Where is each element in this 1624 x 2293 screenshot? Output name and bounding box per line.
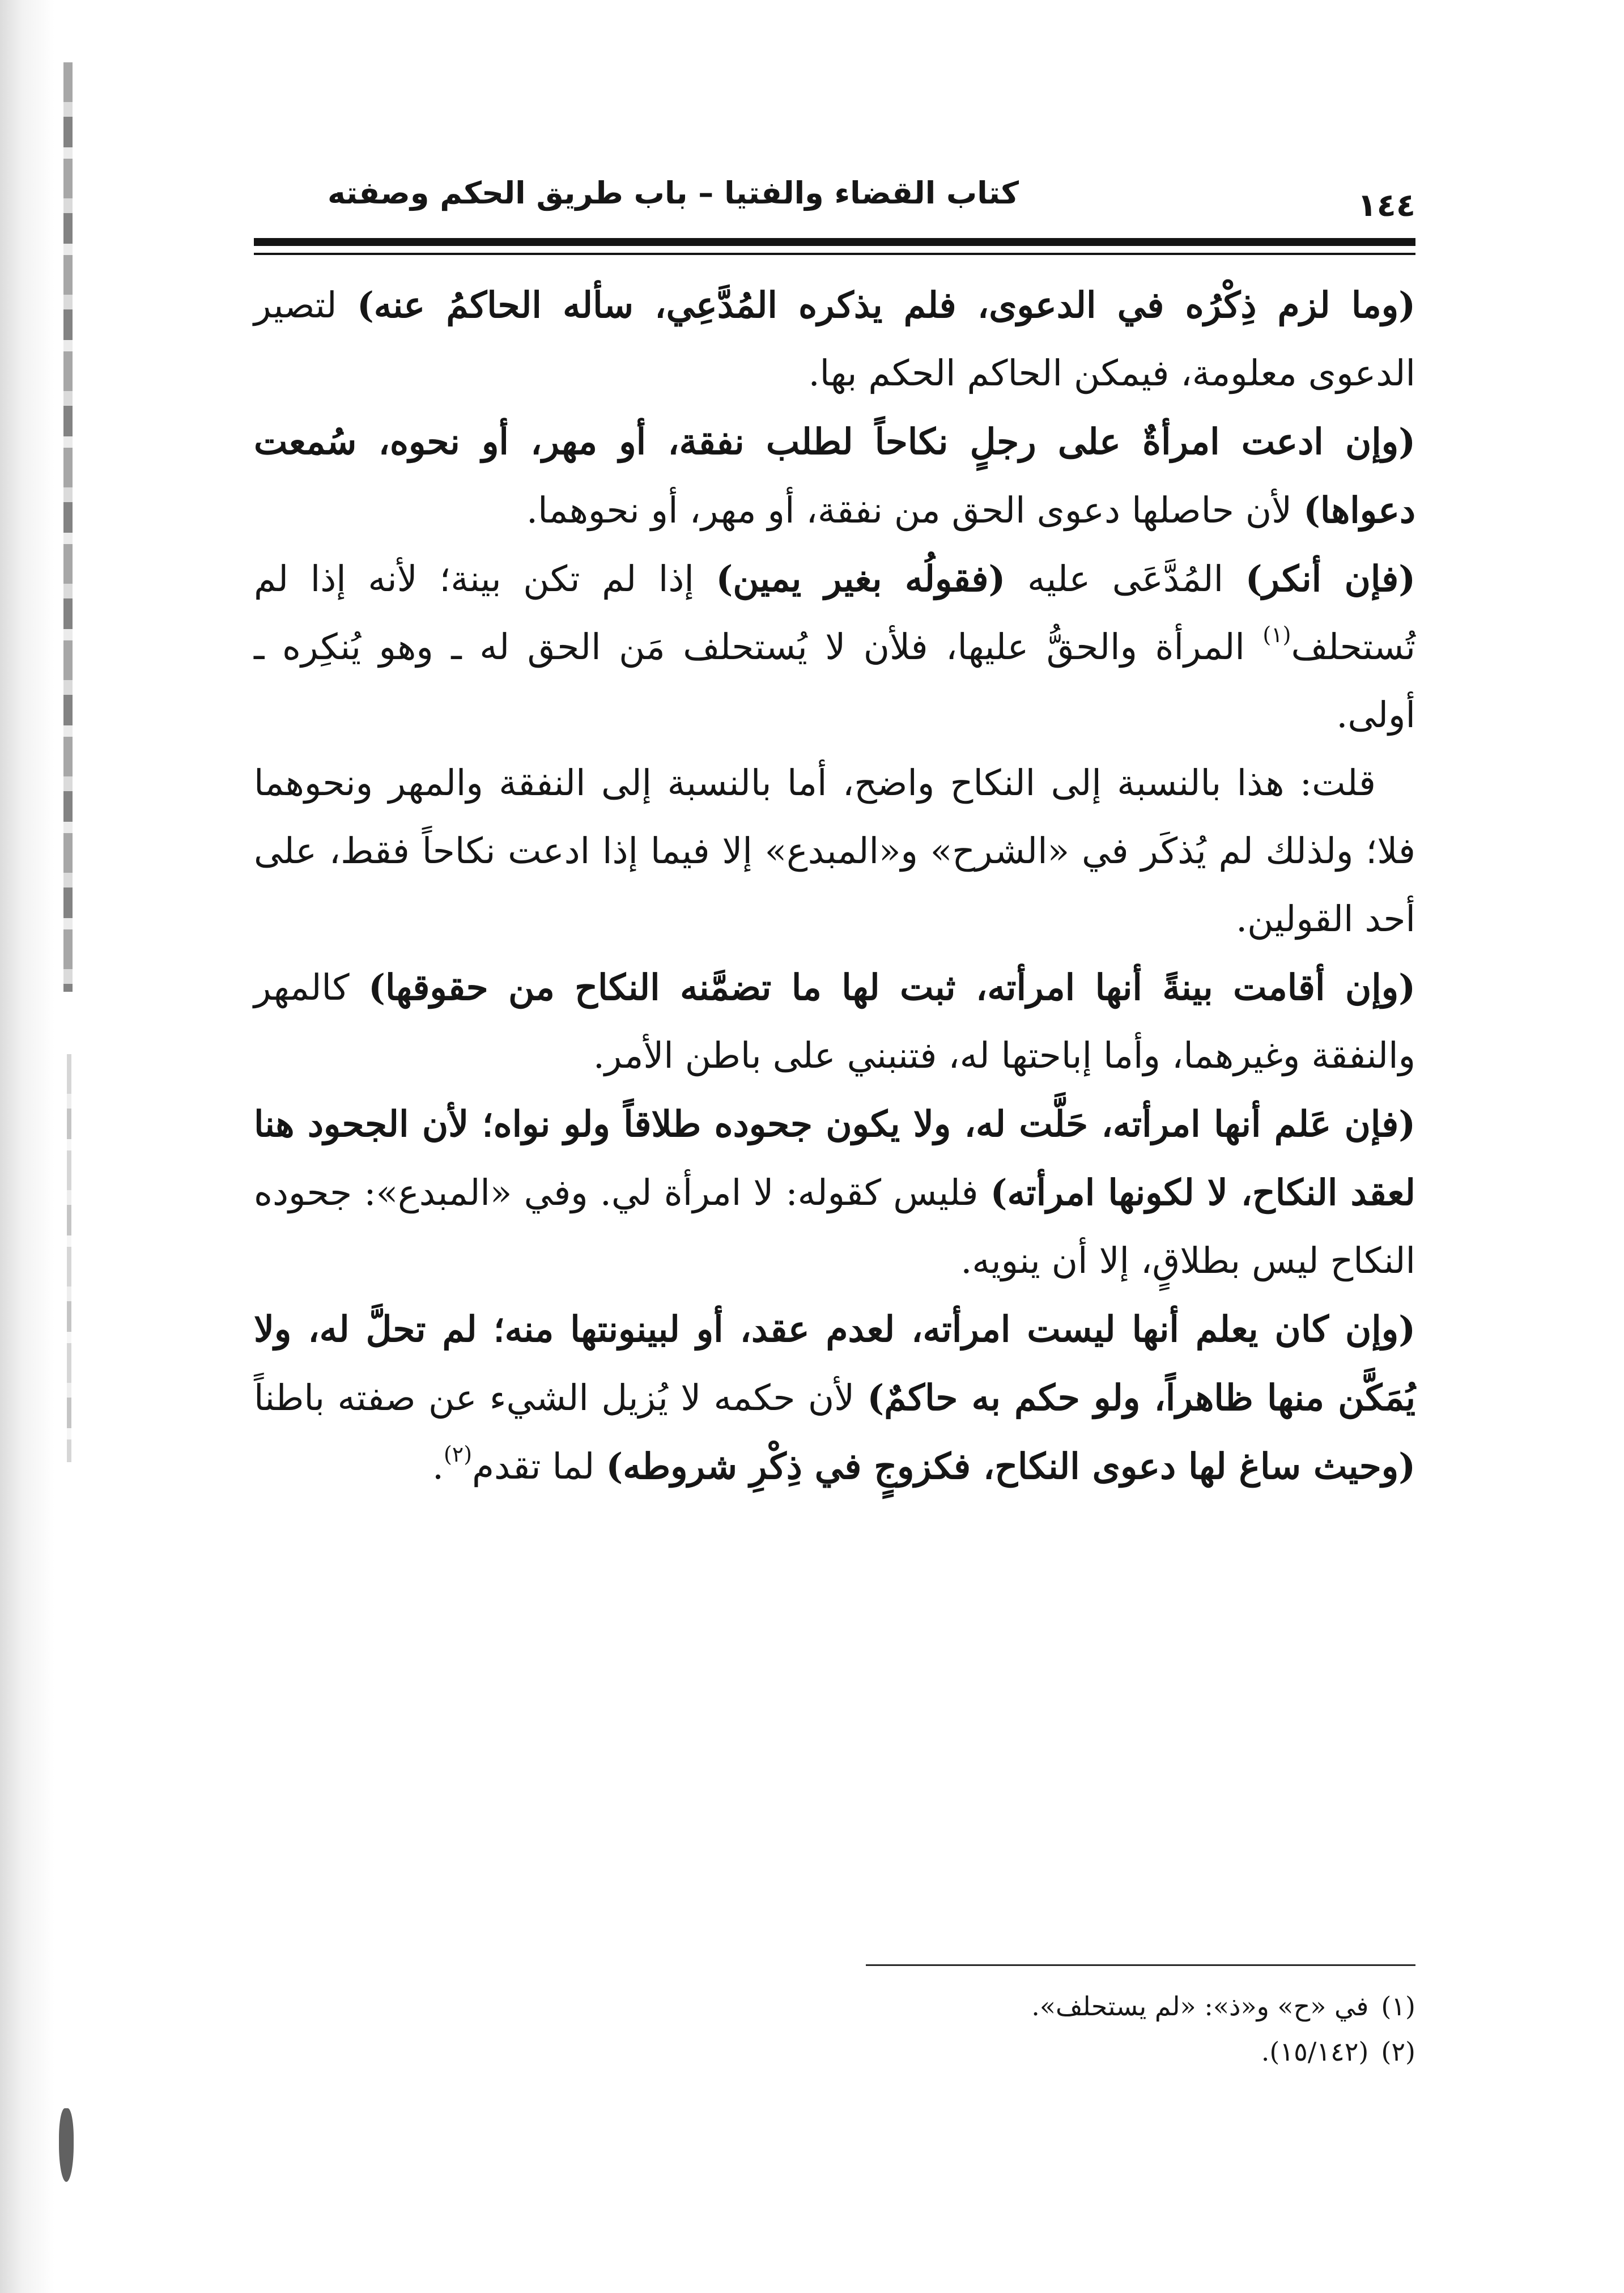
footnote-text: في «ح» و«ذ»: «لم يستحلف».: [1031, 1991, 1369, 2022]
header-rule-thin: [254, 253, 1415, 255]
commentary-text: المُدَّعَى عليه: [1005, 558, 1245, 600]
commentary-text: لتصير الدعوى معلومة، فيمكن الحاكم الحكم بها.: [254, 284, 1415, 394]
footnote-separator: [866, 1964, 1415, 1966]
commentary-text: لأن حاصلها دعوى الحق من نفقة، أو مهر، أو نحوهما.: [526, 490, 1304, 531]
running-head: [254, 169, 1415, 231]
matn-text: (وحيث ساغ لها دعوى النكاح، فكزوجٍ في ذِكْرِ شروطه): [606, 1445, 1415, 1487]
commentary-text: المرأة والحقُّ عليها، فلأن لا يُستحلف مَن الحق له ـ وهو يُنكِره ـ أولى.: [254, 626, 1415, 736]
matn-text: (وما لزم ذِكْرُه في الدعوى، فلم يذكره المُدَّعِي، سأله الحاكمُ عنه): [356, 284, 1416, 326]
scan-binding-edge: [0, 0, 54, 2293]
commentary-text: فليس كقوله: لا امرأة لي. وفي «المبدع»: جحوده النكاح ليس بطلاقٍ، إلا أن ينويه.: [254, 1172, 1415, 1281]
paragraph: [254, 1295, 1415, 1501]
paragraph: [254, 545, 1415, 749]
commentary-text: لما تقدم: [472, 1446, 606, 1487]
paragraph: [254, 407, 1415, 545]
paragraph: [254, 1090, 1415, 1295]
footnote: [254, 1984, 1415, 2029]
footnote-marker: (٢): [443, 1442, 473, 1467]
footnotes: [254, 1984, 1415, 2074]
footnote-marker: (١): [1262, 622, 1291, 647]
footnote-text: (١٥/١٤٢).: [1261, 2036, 1369, 2067]
commentary-text: قلت: هذا بالنسبة إلى النكاح واضح، أما بالنسبة إلى النفقة والمهر ونحوهما فلا؛ ولذلك لم يُذكَر في «الشرح» و«المبدع» إلا فيما إذا ادعت نكاحاً فقط، على أحد القولين.: [254, 762, 1415, 940]
scan-binding-shadow: [63, 62, 73, 992]
commentary-text: لأن حكمه لا يُزيل الشيء عن صفته باطناً: [254, 1377, 868, 1419]
running-title: كتاب القضاء والفتيا – باب طريق الحكم وصفته: [328, 175, 1019, 211]
footnote-number: (١): [1381, 1991, 1415, 2022]
commentary-text: كالمهر والنفقة وغيرهما، وأما إباحتها له، فتنبني على باطن الأمر.: [254, 967, 1415, 1076]
matn-text: (وإن ادعت امرأةٌ على رجلٍ نكاحاً لطلب نفقة، أو مهر، أو نحوه، سُمعت دعواها): [254, 421, 1415, 531]
matn-text: (فإن عَلم أنها امرأته، حَلَّت له، ولا يكون جحوده طلاقاً ولو نواه؛ لأن الجحود هنا لعقد النكاح، لا لكونها امرأته): [254, 1103, 1415, 1213]
scan-ink-blot: [59, 2108, 74, 2182]
footnote: [254, 2029, 1415, 2074]
footnote-number: (٢): [1381, 2036, 1415, 2067]
paragraph: [254, 953, 1415, 1090]
paragraph: [254, 749, 1415, 953]
scan-binding-shadow-lower: [67, 1054, 71, 1462]
matn-text: (فقولُه بغير يمين): [716, 558, 1006, 600]
commentary-text: .: [432, 1446, 444, 1487]
body-text: [254, 271, 1415, 1501]
matn-text: (فإن أنكر): [1245, 558, 1416, 600]
paragraph: [254, 271, 1415, 407]
page-number: ١٤٤: [1357, 187, 1415, 224]
matn-text: (وإن كان يعلم أنها ليست امرأته، لعدم عقد، أو لبينونتها منه؛ لم تحلَّ له، ولا يُمَكَّن منها ظاهراً، ولو حكم به حاكمٌ): [254, 1308, 1415, 1419]
matn-text: (وإن أقامت بينةً أنها امرأته، ثبت لها ما تضمَّنه النكاح من حقوقها): [368, 966, 1415, 1008]
commentary-text: إذا لم تكن بينة؛ لأنه إذا لم تُستحلف: [254, 558, 1415, 668]
header-rule-thick: [254, 238, 1415, 246]
